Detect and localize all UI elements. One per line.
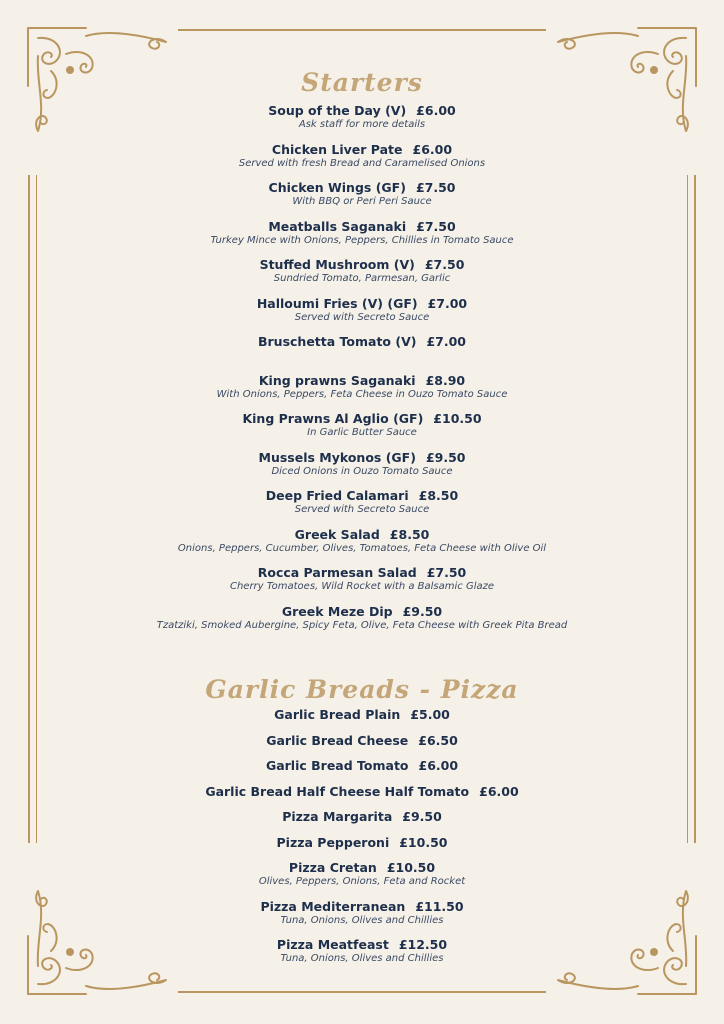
menu-item-name: King Prawns Al Aglio (GF) [242, 411, 424, 426]
menu-item-title [80, 784, 644, 800]
menu-item-title [80, 899, 644, 915]
menu-item-title [80, 485, 644, 504]
starters-list [80, 100, 644, 639]
menu-item-description: Served with Secreto Sauce [294, 311, 430, 323]
menu-item-name: Chicken Wings (GF) [268, 180, 406, 195]
menu-item-title [80, 835, 644, 851]
menu-item-price: £9.50 [425, 449, 466, 465]
menu-item-price: £7.00 [427, 295, 468, 311]
menu-item-price: £10.50 [433, 411, 482, 426]
menu-item-title [80, 331, 644, 350]
menu-item-name: Garlic Bread Half Cheese Half Tomato [205, 783, 470, 799]
menu-item-name: Stuffed Mushroom (V) [259, 257, 415, 272]
menu-item-title [80, 562, 644, 581]
menu-item-price: £7.00 [426, 334, 467, 349]
menu-item-description: Onions, Peppers, Cucumber, Olives, Tomatoes, Feta Cheese with Olive Oil [177, 542, 547, 554]
menu-item-title [80, 707, 644, 723]
menu-item [80, 447, 644, 486]
menu-item-name: Pizza Margarita [282, 809, 393, 824]
frame-inner-right-line [687, 175, 688, 843]
menu-item-price: £8.50 [389, 526, 430, 542]
menu-item-description: Diced Onions in Ouzo Tomato Sauce [271, 465, 453, 477]
menu-item-description: Cherry Tomatoes, Wild Rocket with a Balsamic Glaze [229, 581, 495, 592]
menu-item-description: Tzatziki, Smoked Aubergine, Spicy Feta, Olive, Feta Cheese with Greek Pita Bread [156, 619, 568, 631]
menu-item-title [80, 524, 644, 543]
menu-item-price: £7.50 [424, 257, 465, 272]
menu-item-name: Mussels Mykonos (GF) [258, 449, 416, 465]
menu-item [80, 331, 644, 370]
menu-item-price: £5.00 [410, 707, 450, 722]
menu-item-price: £11.50 [415, 898, 464, 914]
menu-item-title [80, 937, 644, 953]
menu-item-price: £7.50 [416, 218, 456, 234]
menu-item-price: £6.00 [418, 758, 459, 773]
menu-item-name: Rocca Parmesan Salad [257, 565, 417, 580]
menu-item-description: With BBQ or Peri Peri Sauce [292, 196, 432, 207]
menu-item-title [80, 216, 644, 235]
menu-item-price: £12.50 [398, 937, 448, 952]
menu-item [80, 524, 644, 563]
menu-item-title [80, 254, 644, 273]
menu-item-name: Pizza Pepperoni [276, 834, 390, 850]
menu-item [80, 485, 644, 524]
menu-item-description: In Garlic Butter Sauce [307, 427, 417, 438]
menu-item-price: £7.50 [426, 565, 467, 580]
menu-item [80, 758, 644, 784]
menu-item [80, 408, 644, 447]
menu-item-description: Turkey Mince with Onions, Peppers, Chillies in Tomato Sauce [210, 234, 514, 246]
frame-right-line [694, 175, 696, 843]
menu-item [80, 562, 644, 601]
menu-item [80, 100, 644, 139]
menu-item-name: Meatballs Saganaki [268, 218, 407, 234]
menu-item-price: £8.90 [425, 372, 466, 388]
menu-item-description: Sundried Tomato, Parmesan, Garlic [273, 273, 451, 284]
menu-item-title [80, 408, 644, 427]
menu-item-description: Tuna, Onions, Olives and Chillies [280, 914, 444, 926]
menu-content [80, 66, 644, 976]
menu-item-description: Served with fresh Bread and Caramelised Onions [238, 157, 486, 169]
menu-item-title [80, 809, 644, 825]
menu-item [80, 601, 644, 640]
menu-item-price: £9.50 [402, 809, 442, 824]
menu-item-price: £8.50 [418, 488, 459, 503]
menu-item-price: £9.50 [402, 603, 443, 619]
menu-item-title [80, 293, 644, 312]
menu-item [80, 293, 644, 332]
menu-item-name: Garlic Bread Cheese [266, 732, 409, 748]
menu-item-price: £6.00 [412, 141, 453, 157]
menu-item [80, 899, 644, 938]
menu-item-description: Tuna, Onions, Olives and Chillies [280, 953, 444, 964]
menu-item [80, 707, 644, 733]
menu-item-title [80, 370, 644, 389]
starters-title: Starters [301, 68, 423, 97]
menu-item-name: Bruschetta Tomato (V) [257, 334, 417, 349]
menu-item-name: Garlic Bread Tomato [265, 758, 409, 773]
menu-item [80, 784, 644, 810]
menu-item [80, 860, 644, 899]
menu-item-name: Greek Salad [294, 526, 380, 542]
menu-item-name: Soup of the Day (V) [268, 103, 407, 118]
menu-item [80, 177, 644, 216]
frame-top-line [178, 29, 546, 31]
menu-item [80, 835, 644, 861]
menu-item-name: Garlic Bread Plain [274, 707, 401, 722]
menu-item [80, 733, 644, 759]
menu-item-name: Greek Meze Dip [281, 603, 393, 619]
menu-item-title [80, 601, 644, 620]
menu-item-title [80, 733, 644, 749]
menu-item [80, 139, 644, 178]
menu-item-price: £10.50 [386, 860, 436, 875]
menu-item-name: Chicken Liver Pate [271, 141, 403, 157]
menu-item-title [80, 177, 644, 196]
menu-item-description: Ask staff for more details [298, 119, 426, 130]
menu-item [80, 254, 644, 293]
menu-item-name: Deep Fried Calamari [265, 488, 409, 503]
menu-item-price: £10.50 [399, 834, 448, 850]
menu-item-price: £6.50 [418, 732, 458, 748]
frame-inner-left-line [36, 175, 37, 843]
menu-item-title [80, 139, 644, 158]
menu-item-description: Served with Secreto Sauce [294, 504, 430, 515]
frame-left-line [28, 175, 30, 843]
menu-item-title [80, 100, 644, 119]
menu-item-price: £6.00 [416, 103, 456, 118]
menu-item-description: Olives, Peppers, Onions, Feta and Rocket [258, 876, 466, 887]
pizza-title: Garlic Breads - Pizza [205, 675, 519, 704]
menu-item-price: £7.50 [415, 180, 456, 195]
menu-item [80, 370, 644, 409]
section-gap [80, 639, 644, 673]
menu-item-name: King prawns Saganaki [258, 372, 416, 388]
frame-bottom-line [178, 991, 546, 993]
menu-item-name: Halloumi Fries (V) (GF) [256, 295, 418, 311]
menu-item-name: Pizza Cretan [288, 860, 377, 875]
menu-item-title [80, 860, 644, 876]
menu-item [80, 937, 644, 976]
menu-item-name: Pizza Meatfeast [276, 937, 389, 952]
pizza-list [80, 707, 644, 976]
menu-item-title [80, 447, 644, 466]
menu-item-name: Pizza Mediterranean [260, 898, 406, 914]
menu-item [80, 809, 644, 835]
menu-item-title [80, 758, 644, 774]
menu-item-description: With Onions, Peppers, Feta Cheese in Ouzo Tomato Sauce [216, 388, 508, 400]
menu-item [80, 216, 644, 255]
menu-item-price: £6.00 [479, 783, 519, 799]
